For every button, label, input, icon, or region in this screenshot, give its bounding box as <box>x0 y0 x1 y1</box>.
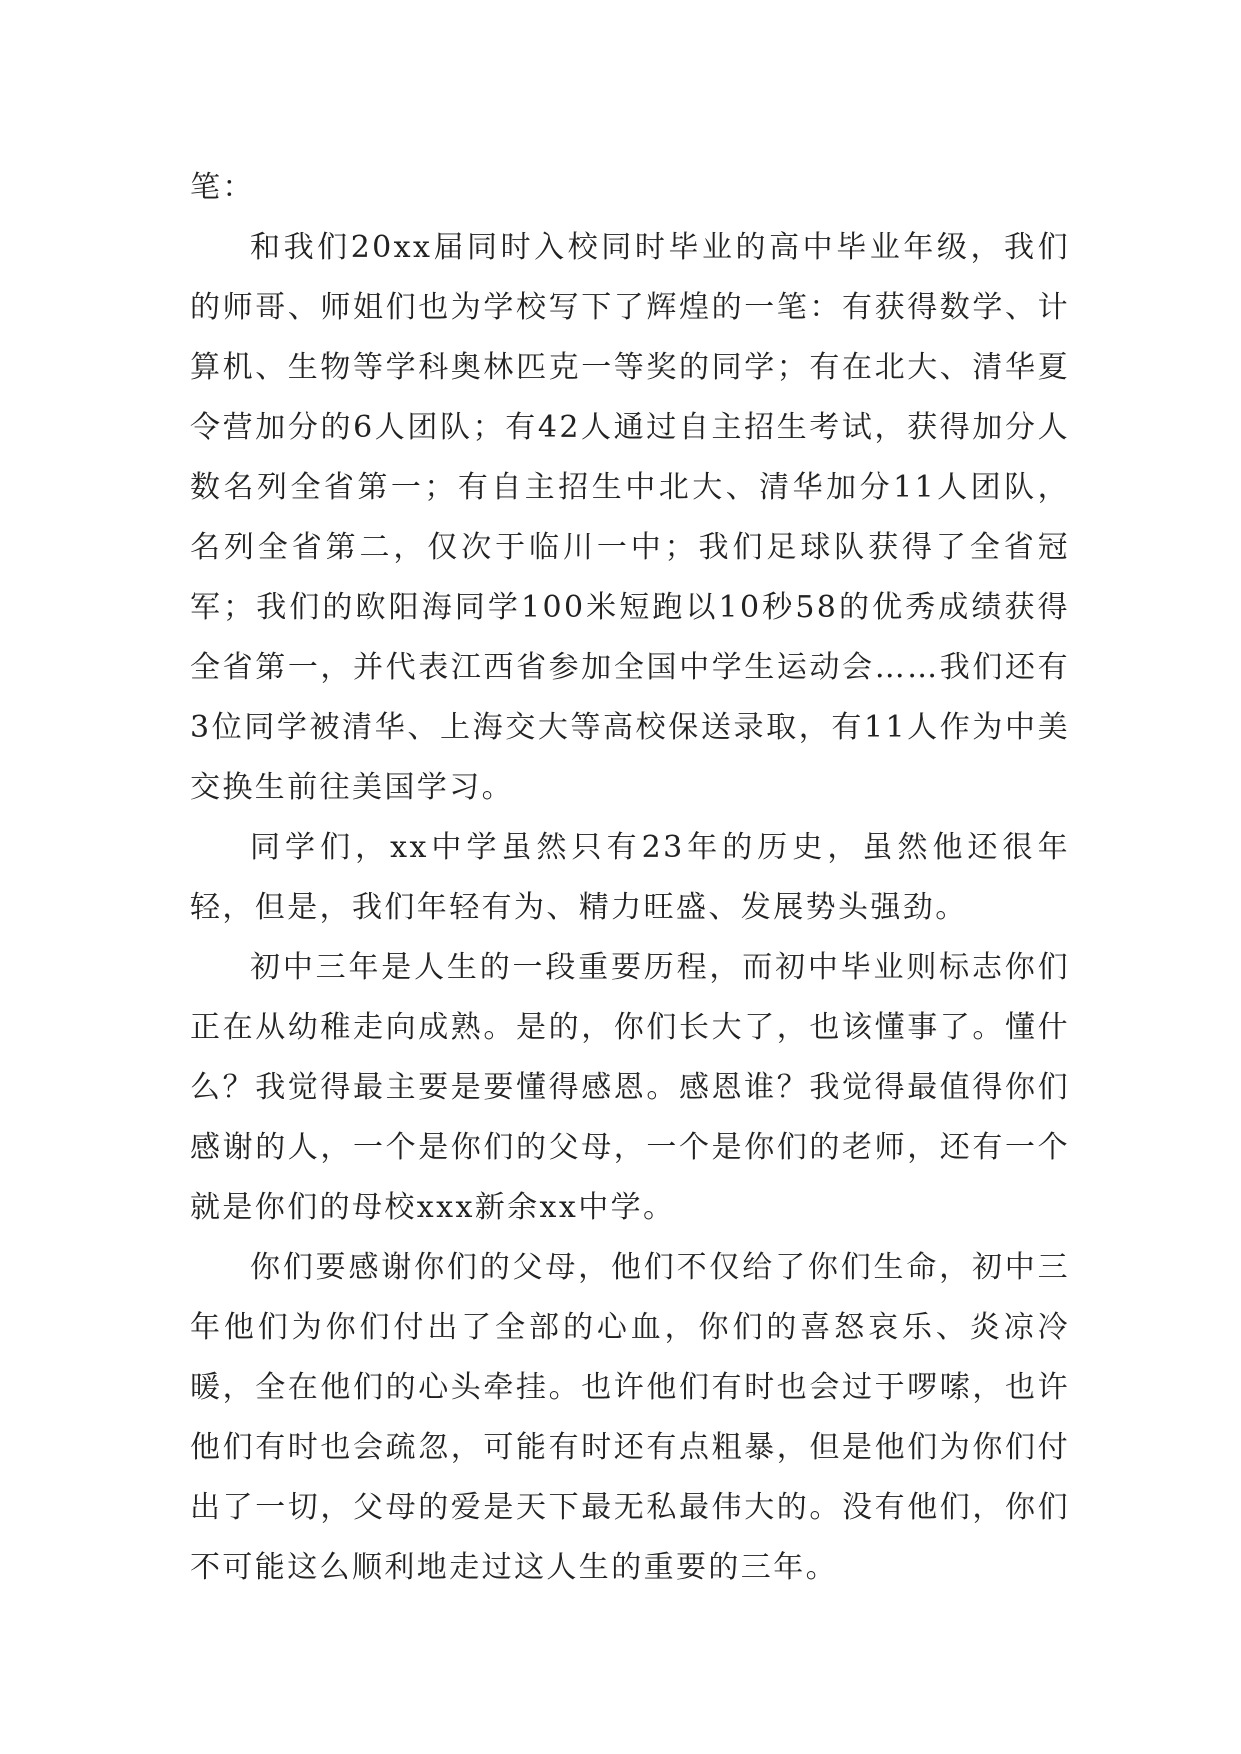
paragraph-continuation: 笔： <box>190 170 255 205</box>
paragraph-parents: 你们要感谢你们的父母，他们不仅给了你们生命，初中三年他们为你们付出了全部的心血，你们的喜怒哀乐、炎凉冷暖，全在他们的心头牵挂。也许他们有时也会过于啰嗦，也许他们有时也会疏忽，可能有时还有点粗暴，但是他们为你们付出了一切，父母的爱是天下最无私最伟大的。没有他们，你们不可能这么顺利地走过这人生的重要的三年。 <box>190 1250 1070 1585</box>
document-body <box>190 158 1070 1598</box>
paragraph-gratitude: 初中三年是人生的一段重要历程，而初中毕业则标志你们正在从幼稚走向成熟。是的，你们长大了，也该懂事了。懂什么？我觉得最主要是要懂得感恩。感恩谁？我觉得最值得你们感谢的人，一个是你们的父母，一个是你们的老师，还有一个就是你们的母校xxx新余xx中学。 <box>190 950 1070 1225</box>
paragraph-school-history: 同学们，xx中学虽然只有23年的历史，虽然他还很年轻，但是，我们年轻有为、精力旺盛、发展势头强劲。 <box>190 830 1070 925</box>
paragraph-achievements: 和我们20xx届同时入校同时毕业的高中毕业年级，我们的师哥、师姐们也为学校写下了辉煌的一笔：有获得数学、计算机、生物等学科奥林匹克一等奖的同学；有在北大、清华夏令营加分的6人团队；有42人通过自主招生考试，获得加分人数名列全省第一；有自主招生中北大、清华加分11人团队，名列全省第二，仅次于临川一中；我们足球队获得了全省冠军；我们的欧阳海同学100米短跑以10秒58的优秀成绩获得全省第一，并代表江西省参加全国中学生运动会……我们还有3位同学被清华、上海交大等高校保送录取，有11人作为中美交换生前往美国学习。 <box>190 230 1070 805</box>
